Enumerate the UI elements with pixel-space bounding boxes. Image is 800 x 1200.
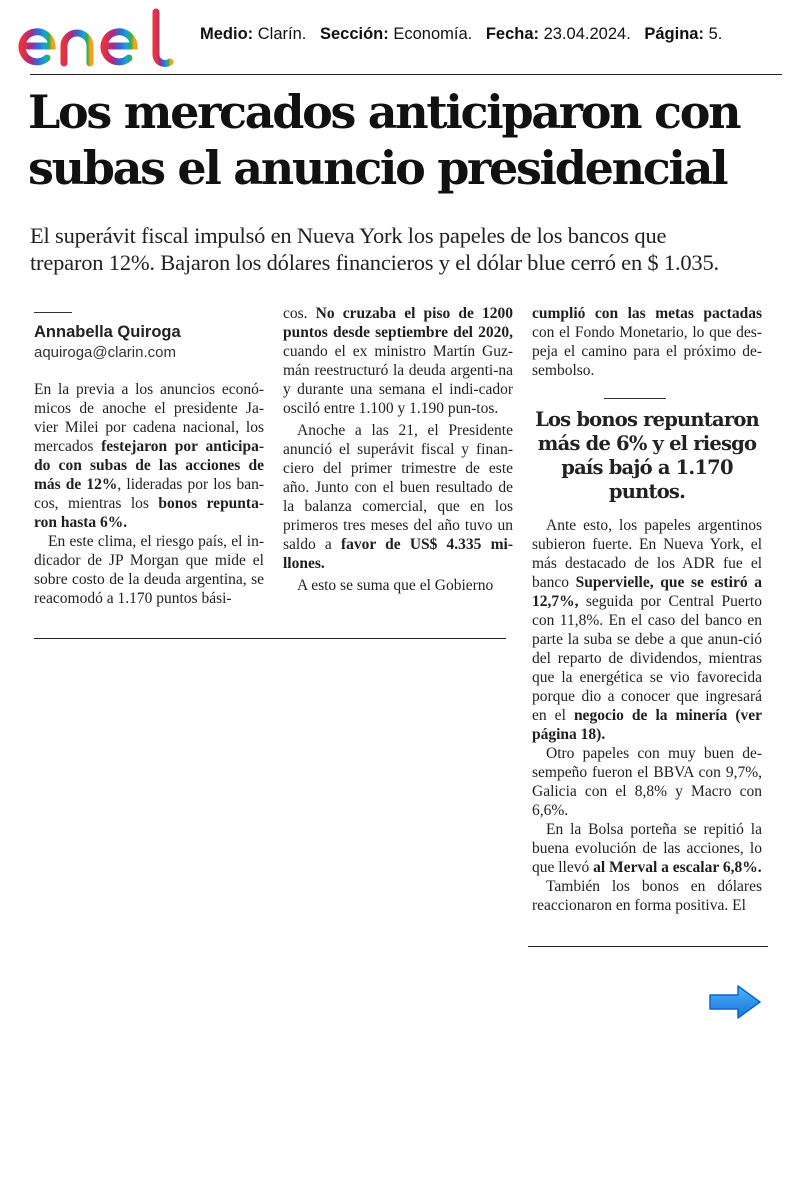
subhead-line-1: El superávit fiscal impulsó en Nueva York los papeles de los bancos que	[30, 223, 667, 248]
headline-line-1: Los mercados anticiparon con	[28, 85, 740, 139]
col2-paragraph-3: A esto se suma que el Gobierno	[297, 577, 494, 594]
col2-p2-text: Anoche a las 21, el Presidente anunció el superávit fiscal y finan-ciero del primer trimestre de este año. Junto con el buen resultado de la balanza comercial, que en los primeros tres meses del año tuvo un saldo a	[283, 422, 513, 553]
col3-p4-text: En la Bolsa porteña se repitió la buena evolución de las acciones, lo que llevó	[532, 821, 762, 876]
subhead-line-2: treparon 12%. Bajaron los dólares financieros y el dólar blue cerró en $ 1.035.	[30, 250, 719, 275]
fecha-label: Fecha:	[485, 25, 539, 43]
col1-paragraph-2: En este clima, el riesgo país, el in-dicador de JP Morgan que mide el sobre costo de la deuda argentina, se reacomodó a 1.170 puntos bási-	[34, 533, 264, 607]
header-divider	[30, 74, 782, 75]
author-email: aquiroga@clarin.com	[34, 344, 176, 361]
col3-p1-bold: cumplió con las metas pactadas	[532, 305, 762, 322]
medio-label: Medio:	[200, 25, 254, 43]
col1-p1-text-b: , lideradas por los ban-cos, mientras los	[34, 476, 264, 512]
col1-p1-bold-a: festejaron por anticipa-do con subas de las acciones de más de 12%	[34, 438, 265, 493]
pullquote-rule	[604, 398, 666, 399]
article-column-1	[34, 380, 264, 608]
col3-p2-bold-b: negocio de la minería (ver página 18).	[532, 707, 762, 743]
headline-line-2: subas el anuncio presidencial	[28, 141, 727, 195]
col2-p2-bold: favor de US$ 4.335 mi-llones.	[283, 536, 513, 572]
col3-p2-text-a: Ante esto, los papeles argentinos subieron fuerte. En Nueva York, el más destacado de los ADR fue el banco	[532, 517, 762, 591]
col3-paragraph-1	[532, 304, 762, 380]
col3-p2-bold-a: Supervielle, que se estiró a 12,7%,	[532, 574, 762, 610]
col2-p1-bold: No cruzaba el piso de 1200 puntos desde septiembre del 2020,	[283, 305, 514, 341]
col3-paragraph-2	[532, 516, 762, 744]
column-3-bottom-rule	[528, 946, 768, 947]
arrow-right-icon[interactable]	[708, 984, 762, 1020]
seccion-label: Sección:	[319, 25, 389, 43]
publication-meta	[200, 25, 790, 44]
pagina-value: 5.	[708, 25, 723, 43]
col3-p2-text-b: seguida por Central Puerto con 11,8%. En el caso del banco en parte la suba se debe a que anun-ció del reparto de dividendos, mientras que la energética se vio favorecida porque dio a conocer que ingresará en el	[532, 593, 762, 724]
author-name: Annabella Quiroga	[34, 323, 181, 341]
enel-logo	[16, 8, 178, 70]
col3-paragraph-4	[532, 820, 762, 877]
article-column-3-bottom	[532, 516, 762, 915]
article-column-3-top	[532, 304, 762, 380]
pagina-label: Página:	[644, 25, 704, 43]
fecha-value: 23.04.2024.	[543, 25, 631, 43]
col2-p1-text-a: cos.	[283, 305, 316, 322]
col3-p4-bold: al Merval a escalar 6,8%.	[593, 859, 762, 876]
col3-paragraph-3: Otro papeles con muy buen de-sempeño fueron el BBVA con 9,7%, Galicia con el 8,8% y Macro con 6,6%.	[532, 745, 762, 819]
col1-p1-bold-b: bonos repunta-ron hasta 6%.	[34, 495, 264, 531]
col1-p1-text-a: En la previa a los anuncios econó-micos de anoche el presidente Ja-vier Milei por cadena nacional, los mercados	[34, 381, 264, 455]
medio-value: Clarín.	[257, 25, 307, 43]
col2-p1-text-b: cuando el ex ministro Martín Guz-mán reestructuró la deuda argenti-na y durante una semana el indi-cador osciló entre 1.100 y 1.190 pun-tos.	[283, 343, 513, 417]
col3-p1-text: con el Fondo Monetario, lo que des-peja el camino para el próximo de-sembolso.	[532, 324, 762, 379]
col2-paragraph-2	[283, 421, 513, 573]
byline-rule	[34, 312, 72, 313]
col2-paragraph-1	[283, 304, 513, 418]
columns-bottom-rule	[34, 638, 506, 639]
pullquote: Los bonos repuntaron más de 6% y el riesgo país bajó a 1.170 puntos.	[535, 408, 759, 503]
article-subhead	[30, 222, 790, 276]
seccion-value: Economía.	[393, 25, 473, 43]
col3-paragraph-5: También los bonos en dólares reaccionaron en forma positiva. El	[532, 878, 762, 914]
col1-paragraph-1	[34, 380, 264, 532]
article-headline	[28, 84, 788, 196]
article-column-2	[283, 304, 513, 595]
